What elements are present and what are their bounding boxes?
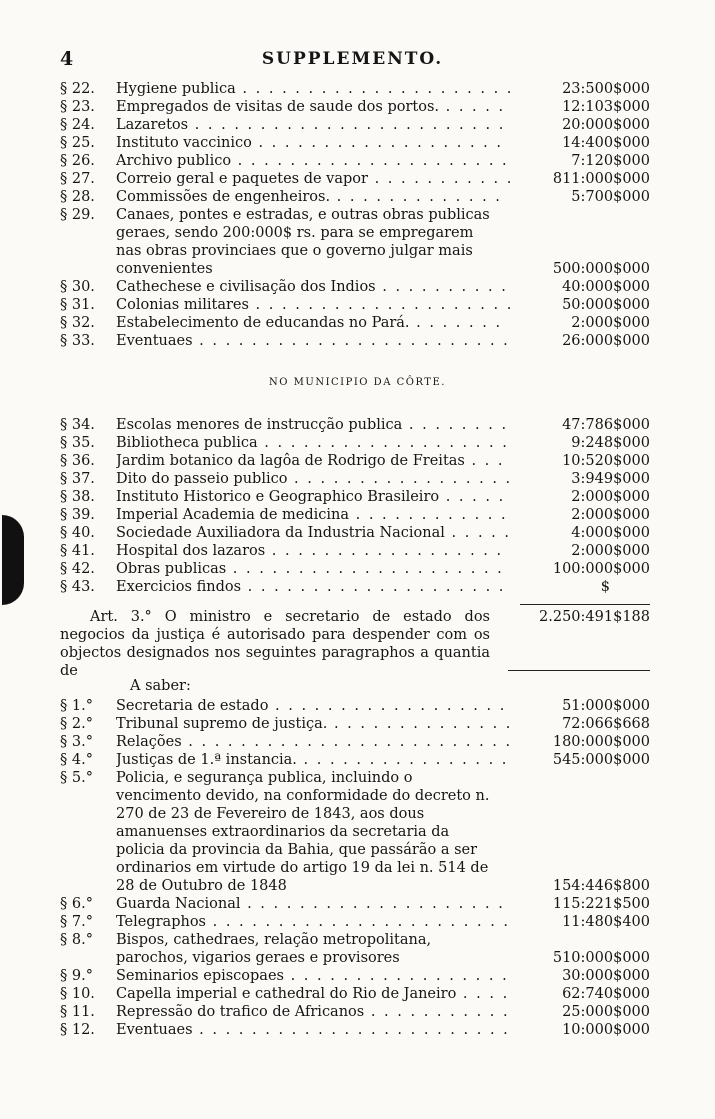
budget-item: § 35. Bibliotheca publica . . . 9:248$000 [60,434,650,452]
total-rule [508,670,650,671]
budget-item: § 32. Estabelecimento de educandas no Pará. . . . 2:000$000 [60,314,650,332]
budget-item: § 3.° Relações . . . 180:000$000 [60,733,650,751]
section-subheading: NO MUNICIPIO DA CÔRTE. [269,377,446,388]
budget-list-3 [60,697,650,1039]
budget-item: § 6.° Guarda Nacional . . . 115:221$500 [60,895,650,913]
budget-item: § 30. Cathechese e civilisação dos Indios . . . 40:000$000 [60,278,650,296]
budget-item-8: § 8.° Bispos, cathedraes, relação metropolitana, parochos, vigarios geraes e provisores 510:000$000 [60,932,650,966]
budget-list-2 [60,416,650,596]
budget-item: § 22. Hygiene publica . . . 23:500$000 [60,80,650,98]
budget-item: § 10. Capella imperial e cathedral do Rio de Janeiro . . . 62:740$000 [60,985,650,1003]
budget-item: § 43. Exercicios findos . . . $ [60,578,650,596]
budget-item: § 31. Colonias militares . . . 50:000$000 [60,296,650,314]
budget-item: § 23. Empregados de visitas de saude dos portos. . . . 12:103$000 [60,98,650,116]
budget-item: § 41. Hospital dos lazaros . . . 2:000$000 [60,542,650,560]
article-total: 2.250:491$188 [539,609,650,625]
budget-item: § 27. Correio geral e paquetes de vapor . . . 811:000$000 [60,170,650,188]
budget-item: § 42. Obras publicas . . . 100:000$000 [60,560,650,578]
budget-item: § 25. Instituto vaccinico . . . 14:400$000 [60,134,650,152]
a-saber-label: A saber: [130,678,191,694]
budget-item: § 33. Eventuaes . . . 26:000$000 [60,332,650,350]
budget-item: § 4.° Justiças de 1.ª instancia. . . . 545:000$000 [60,751,650,769]
budget-item-5: § 5.° Policia, e segurança publica, incluindo o vencimento devido, na conformidade do decreto n. 270 de 23 de Fevereiro de 1843, aos dous amanuenses extraordinarios da secretaria da policia da provincia da Bahia, que passárão a ser ordinarios em virtude do artigo 19 da lei n. 514 de 28 de Outubro de 1848 154:446$800 [60,770,650,894]
article-text: Art. 3.° O ministro e secretario de estado dos negocios da justiça é autorisado para despender com os objectos designados nos seguintes paragraphos a quantia de [60,609,490,679]
budget-item: § 37. Dito do passeio publico . . . 3:949$000 [60,470,650,488]
ink-blot [2,515,24,605]
budget-item-29: § 29. Canaes, pontes e estradas, e outras obras publicas geraes, sendo 200:000$ rs. para se empregarem nas obras provinciaes que o governo julgar mais convenientes 500:000$000 [60,207,650,277]
page-title: SUPPLEMENTO. [261,49,444,69]
budget-item: § 26. Archivo publico . . . 7:120$000 [60,152,650,170]
budget-item: § 9.° Seminarios episcopaes . . . 30:000$000 [60,967,650,985]
budget-item: § 34. Escolas menores de instrucção publica . . . 47:786$000 [60,416,650,434]
budget-item: § 12. Eventuaes . . . 10:000$000 [60,1021,650,1039]
budget-item: § 2.° Tribunal supremo de justiça. . . . 72:066$668 [60,715,650,733]
sum-rule [520,604,650,605]
budget-item: § 28. Commissões de engenheiros. . . . 5:700$000 [60,188,650,206]
budget-item: § 24. Lazaretos . . . 20:000$000 [60,116,650,134]
budget-item: § 40. Sociedade Auxiliadora da Industria Nacional . . . 4:000$000 [60,524,650,542]
page-header [60,48,645,72]
budget-list-1 [60,80,650,350]
budget-item: § 7.° Telegraphos . . . 11:480$400 [60,913,650,931]
budget-item: § 1.° Secretaria de estado . . . 51:000$000 [60,697,650,715]
budget-item: § 11. Repressão do trafico de Africanos . . . 25:000$000 [60,1003,650,1021]
page-number: 4 [60,48,74,70]
budget-item: § 36. Jardim botanico da lagôa de Rodrigo de Freitas . . . 10:520$000 [60,452,650,470]
budget-item: § 38. Instituto Historico e Geographico Brasileiro . . . 2:000$000 [60,488,650,506]
budget-item: § 39. Imperial Academia de medicina . . . 2:000$000 [60,506,650,524]
